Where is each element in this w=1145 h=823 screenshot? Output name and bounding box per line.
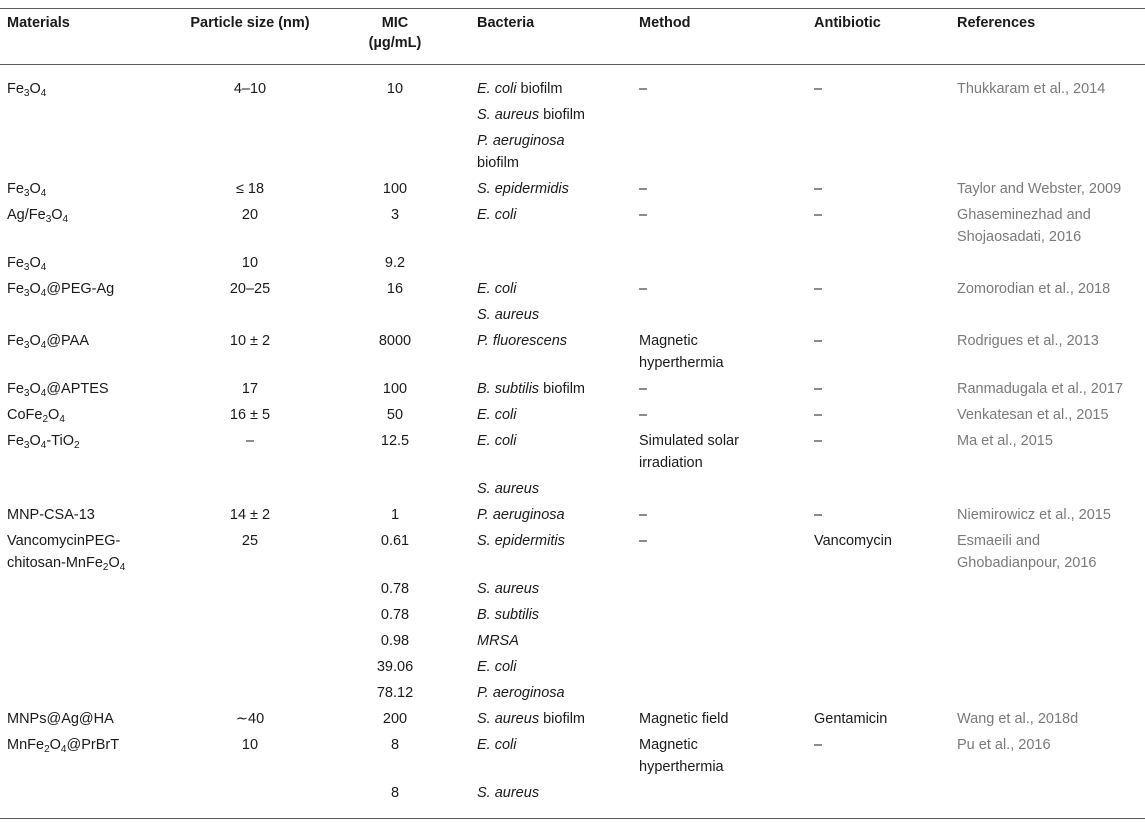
cell-mic: 10	[386, 81, 404, 97]
cell-material: $Fe_3O_4-TiO_2$	[7, 433, 80, 451]
cell-material: VancomycinPEG- chitosan-$MnFe_2O_4$	[7, 533, 126, 573]
cell-mic: 0.61	[380, 533, 410, 549]
cell-method: Simulated solar irradiation	[639, 433, 739, 471]
cell-reference: Ma et al., 2015	[957, 433, 1053, 449]
cell-bacteria: P. aeruginosa	[477, 507, 565, 523]
cell-reference: Niemirowicz et al., 2015	[957, 507, 1111, 523]
cell-particle-size: 10	[241, 255, 259, 271]
header-mic-unit: (µg/mL)	[368, 35, 422, 51]
cell-particle-size: 14 ± 2	[229, 507, 271, 523]
cell-particle-size: 17	[241, 381, 259, 397]
cell-bacteria: E. coli	[477, 737, 517, 753]
cell-bacteria: S. epidermidis	[477, 181, 569, 197]
cell-reference: Zomorodian et al., 2018	[957, 281, 1111, 297]
cell-bacteria: S. aureus biofilm	[477, 711, 586, 727]
cell-mic: 50	[386, 407, 404, 423]
cell-particle-size: 10	[241, 737, 259, 753]
cell-antibiotic: –	[814, 333, 823, 349]
header-antibiotic: Antibiotic	[814, 15, 881, 31]
cell-antibiotic: Gentamicin	[814, 711, 888, 727]
cell-reference: Wang et al., 2018d	[957, 711, 1079, 727]
cell-method: Magnetic hyperthermia	[639, 737, 724, 775]
cell-antibiotic: –	[814, 737, 823, 753]
cell-bacteria: S. aureus biofilm	[477, 107, 586, 123]
cell-antibiotic: –	[814, 281, 823, 297]
cell-mic: 3	[390, 207, 400, 223]
cell-method: –	[639, 381, 648, 397]
cell-bacteria: S. aureus	[477, 785, 540, 801]
cell-mic: 12.5	[380, 433, 410, 449]
cell-mic: 200	[382, 711, 408, 727]
cell-material: $Fe_3O_4$	[7, 81, 47, 99]
cell-particle-size: 16 ± 5	[229, 407, 271, 423]
cell-particle-size: –	[245, 433, 255, 449]
cell-antibiotic: –	[814, 81, 823, 97]
cell-bacteria: P. aeroginosa	[477, 685, 565, 701]
cell-mic: 16	[386, 281, 404, 297]
cell-mic: 100	[382, 181, 408, 197]
cell-material: $Fe_3O_4@PEG-Ag$	[7, 281, 115, 299]
cell-method: –	[639, 407, 648, 423]
header-bottom-rule	[0, 64, 1145, 65]
cell-mic: 0.78	[380, 581, 410, 597]
cell-particle-size: 4–10	[233, 81, 267, 97]
cell-antibiotic: Vancomycin	[814, 533, 892, 549]
cell-particle-size: ≤ 18	[235, 181, 265, 197]
cell-bacteria: B. subtilis	[477, 607, 540, 623]
header-bacteria: Bacteria	[477, 15, 535, 31]
cell-reference: Pu et al., 2016	[957, 737, 1051, 753]
cell-antibiotic: –	[814, 207, 823, 223]
cell-bacteria: S. aureus	[477, 581, 540, 597]
cell-bacteria: E. coli	[477, 281, 517, 297]
cell-particle-size: 25	[241, 533, 259, 549]
cell-bacteria: S. aureus	[477, 307, 540, 323]
cell-bacteria: E. coli	[477, 433, 517, 449]
cell-antibiotic: –	[814, 407, 823, 423]
cell-reference: Rodrigues et al., 2013	[957, 333, 1099, 349]
cell-bacteria: E. coli	[477, 207, 517, 223]
cell-method: Magnetic field	[639, 711, 729, 727]
cell-mic: 78.12	[376, 685, 414, 701]
header-particle-size: Particle size (nm)	[190, 15, 310, 31]
cell-material: MNP-CSA-13	[7, 507, 95, 523]
cell-bacteria: P. aeruginosa biofilm	[477, 133, 565, 171]
cell-mic: 0.78	[380, 607, 410, 623]
cell-antibiotic: –	[814, 507, 823, 523]
header-references: References	[957, 15, 1036, 31]
cell-material: MNPs@Ag@HA	[7, 711, 114, 727]
cell-method: –	[639, 181, 648, 197]
cell-material: $Ag/Fe_3O_4$	[7, 207, 69, 225]
cell-particle-size: ∼40	[235, 711, 265, 727]
table-top-rule	[0, 8, 1145, 9]
cell-material: $MnFe_2O_4@PrBrT$	[7, 737, 120, 755]
cell-method: –	[639, 281, 648, 297]
cell-bacteria: E. coli	[477, 407, 517, 423]
header-mic: MIC	[381, 15, 409, 31]
cell-bacteria: E. coli biofilm	[477, 81, 563, 97]
cell-reference: Ghaseminezhad and Shojaosadati, 2016	[957, 207, 1091, 245]
cell-mic: 8000	[378, 333, 412, 349]
cell-reference: Ranmadugala et al., 2017	[957, 381, 1124, 397]
cell-bacteria: E. coli	[477, 659, 517, 675]
cell-reference: Taylor and Webster, 2009	[957, 181, 1122, 197]
cell-bacteria: S. aureus	[477, 481, 540, 497]
cell-bacteria: S. epidermitis	[477, 533, 565, 549]
header-method: Method	[639, 15, 691, 31]
header-materials: Materials	[7, 15, 70, 31]
cell-mic: 0.98	[380, 633, 410, 649]
cell-material: $Fe_3O_4@APTES$	[7, 381, 109, 399]
cell-material: $Fe_3O_4@PAA$	[7, 333, 89, 351]
cell-mic: 39.06	[376, 659, 414, 675]
cell-reference: Esmaeili and Ghobadianpour, 2016	[957, 533, 1097, 571]
cell-antibiotic: –	[814, 181, 823, 197]
cell-particle-size: 20	[241, 207, 259, 223]
cell-antibiotic: –	[814, 381, 823, 397]
cell-bacteria: B. subtilis biofilm	[477, 381, 585, 397]
cell-material: $Fe_3O_4$	[7, 255, 47, 273]
cell-antibiotic: –	[814, 433, 823, 449]
table-bottom-rule	[0, 818, 1145, 819]
cell-bacteria: MRSA	[477, 633, 519, 649]
cell-reference: Venkatesan et al., 2015	[957, 407, 1109, 423]
cell-mic: 9.2	[384, 255, 406, 271]
cell-mic: 100	[382, 381, 408, 397]
cell-particle-size: 10 ± 2	[229, 333, 271, 349]
cell-method: –	[639, 533, 648, 549]
cell-material: $Fe_3O_4$	[7, 181, 47, 199]
cell-method: Magnetic hyperthermia	[639, 333, 724, 371]
cell-method: –	[639, 81, 648, 97]
cell-mic: 8	[390, 785, 400, 801]
cell-mic: 1	[390, 507, 400, 523]
cell-bacteria: P. fluorescens	[477, 333, 568, 349]
cell-method: –	[639, 207, 648, 223]
cell-material: $CoFe_2O_4$	[7, 407, 65, 425]
cell-particle-size: 20–25	[229, 281, 271, 297]
cell-mic: 8	[390, 737, 400, 753]
cell-method: –	[639, 507, 648, 523]
cell-reference: Thukkaram et al., 2014	[957, 81, 1106, 97]
